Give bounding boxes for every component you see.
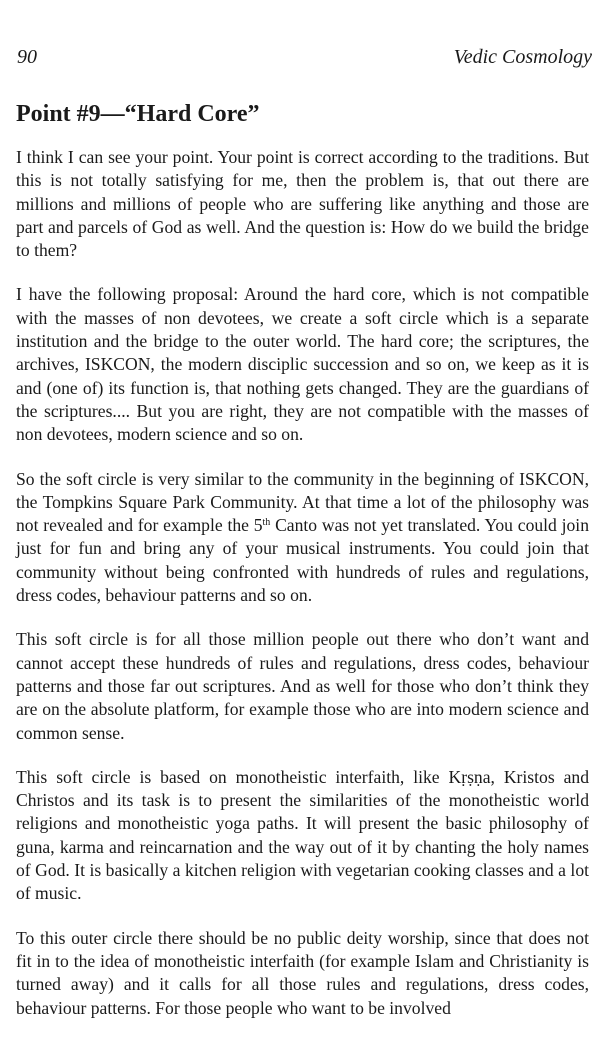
paragraph-2: I have the following proposal: Around the hard core, which is not compatible with the masses of non devotees, we create a soft circle which is a separate institution and the bridge to the outer world. The hard core; the scriptures, the archives, ISKCON, the modern disciplic succession and so on, we keep as it is and (one of) its function is, that nothing gets changed. They are the guardians of the scriptures.... But you are right, they are not compatible with the masses of non devotees, modern science and so on. bbox=[16, 284, 589, 445]
paragraph-1: I think I can see your point. Your point is correct according to the traditions. But this is not totally satisfying for me, then the problem is, that out there are millions and millions of people who are suffering like anything and those are part and parcels of God as well. And the question is: How do we build the bridge to them? bbox=[16, 147, 589, 261]
paragraph-6: To this outer circle there should be no public deity worship, since that does not fit in to the idea of monotheistic interfaith (for example Islam and Christianity is turned away) and it calls for all those rules and regulations, dress codes, behaviour patterns. For those people who want to be involved bbox=[16, 927, 589, 1018]
book-title: Vedic Cosmology bbox=[453, 46, 592, 68]
paragraph-3-part-1: So the soft circle is very similar to the community in the beginning of ISKCON, the Tompkins Square Park Community. At that time a lot of the philosophy was not revealed and for example the 5 bbox=[16, 468, 589, 536]
paragraph-4: This soft circle is for all those million people out there who don’t want and cannot accept these hundreds of rules and regulations, dress codes, behaviour patterns and those far out scriptures. And as well for those who don’t think they are on the absolute platform, for example those who are into modern science and common sense. bbox=[16, 629, 589, 743]
page-number: 90 bbox=[17, 46, 37, 68]
body-text bbox=[16, 146, 589, 1041]
paragraph-3-part-2: Canto was not yet translated. You could join just for fun and bring any of your musical instruments. You could join that community without being confronted with hundreds of rules and regulations, dress codes, behaviour patterns and so on. bbox=[16, 515, 589, 606]
paragraph-3 bbox=[16, 468, 589, 608]
ordinal-superscript: th bbox=[262, 517, 271, 529]
running-header bbox=[17, 44, 592, 70]
section-heading: Point #9—“Hard Core” bbox=[16, 101, 260, 127]
paragraph-5: This soft circle is based on monotheistic interfaith, like Kṛṣṇa, Kristos and Christos and its task is to present the similarities of the monotheistic world religions and monotheistic yoga paths. It will present the basic philosophy of guna, karma and reincarnation and the way out of it by chanting the holy names of God. It is basically a kitchen religion with vegetarian cooking classes and a lot of music. bbox=[16, 766, 589, 904]
